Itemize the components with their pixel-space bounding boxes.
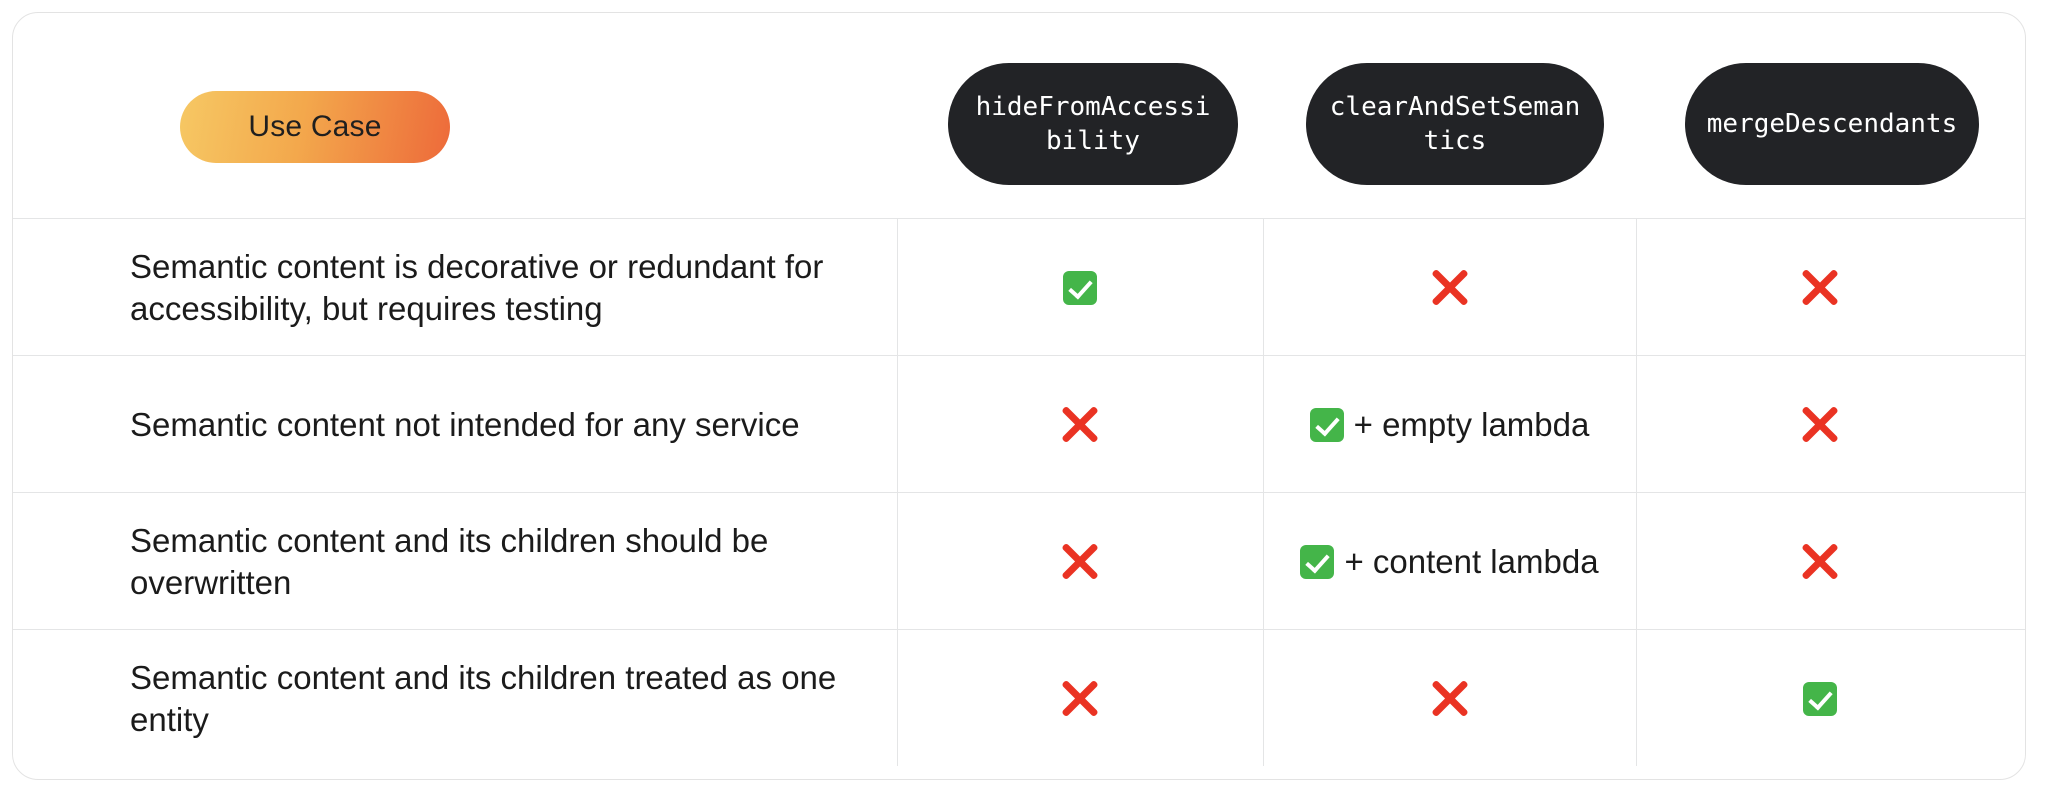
table-row [13,218,2025,356]
table-cell [1636,630,2004,767]
table-row [13,355,2025,493]
cross-icon [1060,542,1100,582]
use-case-header-label: Use Case [248,110,382,143]
cross-icon [1060,679,1100,719]
semantics-comparison-table [13,13,2025,779]
table-cell [1263,356,1636,493]
table-cell [1263,493,1636,630]
cell-suffix-label: + content lambda [1344,542,1599,580]
column-header-line2: tics [1423,126,1487,156]
use-case-text: Semantic content and its children treated as one entity [130,658,837,738]
column-header-line2: bility [1046,126,1140,156]
table-row [13,492,2025,630]
comparison-table-card [12,12,2026,780]
cross-icon [1430,268,1470,308]
use-case-text: Semantic content and its children should be overwritten [130,521,769,601]
cell-suffix-label: + empty lambda [1353,405,1590,443]
column-header-line1: clearAndSetSeman [1329,91,1581,122]
check-icon [1310,408,1344,442]
check-icon [1300,545,1334,579]
column-header-mergedescendants [1685,63,1979,185]
column-header-line1: mergeDescendants [1706,108,1958,139]
check-icon [1803,682,1837,716]
cross-icon [1430,679,1470,719]
cross-icon [1060,405,1100,445]
cross-icon [1800,268,1840,308]
table-cell [897,630,1263,767]
column-header-line1: hideFromAccessi [975,91,1211,122]
column-header-hidefromaccessibility [948,63,1238,185]
cross-icon [1800,405,1840,445]
table-cell [897,219,1263,356]
use-case-text: Semantic content not intended for any service [130,405,800,443]
table-row [13,629,2025,767]
check-icon [1063,271,1097,305]
use-case-text: Semantic content is decorative or redundant for accessibility, but requires testing [130,247,824,327]
table-cell [1636,356,2004,493]
table-cell [897,356,1263,493]
table-cell [1263,630,1636,767]
table-cell [1263,219,1636,356]
table-cell [1636,219,2004,356]
column-header-clearandsetsemantics [1306,63,1604,185]
cross-icon [1800,542,1840,582]
table-cell [897,493,1263,630]
table-cell [1636,493,2004,630]
table-header-row [13,13,2025,198]
use-case-header-pill [180,91,450,163]
